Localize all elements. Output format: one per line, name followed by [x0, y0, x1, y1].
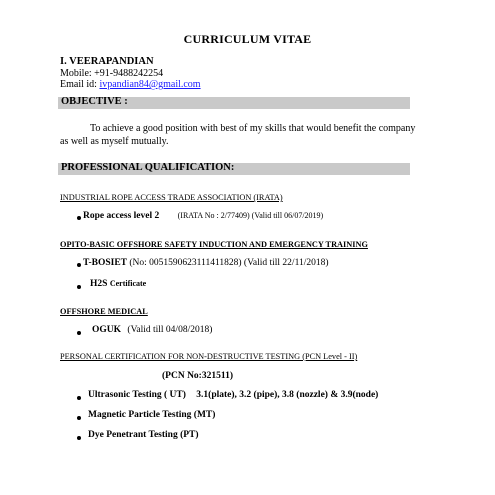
objective-heading-bar [58, 97, 410, 109]
pcn-item-mt: Magnetic Particle Testing (MT) [88, 410, 216, 420]
opito-heading: OPITO-BASIC OFFSHORE SAFETY INDUCTION AND EMERGENCY TRAINING [60, 240, 368, 249]
oguk-detail: (Valid till 04/08/2018) [127, 325, 213, 335]
pcn-heading: PERSONAL CERTIFICATION FOR NON-DESTRUCTIVE TESTING (PCN Level - II) [60, 352, 358, 361]
opito-item-h2s [90, 279, 146, 289]
bosiet-title: T-BOSIET [83, 258, 128, 268]
irata-item [83, 211, 323, 221]
bullet-icon [77, 263, 81, 267]
pcn-number: (PCN No:321511) [162, 371, 233, 381]
email-label: Email id: [60, 79, 97, 90]
professional-heading: PROFESSIONAL QUALIFICATION: [61, 162, 235, 173]
document-title: CURRICULUM VITAE [183, 32, 312, 46]
ut-detail: 3.1(plate), 3.2 (pipe), 3.8 (nozzle) & 3.9(node) [196, 390, 379, 400]
irata-item-title: Rope access level 2 [83, 211, 160, 221]
medical-item [92, 325, 212, 335]
pcn-item-ut [88, 390, 378, 400]
pcn-item-pt: Dye Penetrant Testing (PT) [88, 430, 199, 440]
irata-heading: INDUSTRIAL ROPE ACCESS TRADE ASSOCIATION (IRATA) [60, 193, 283, 202]
irata-item-detail: (IRATA No : 2/77409) (Valid till 06/07/2019) [177, 211, 324, 220]
ut-title: Ultrasonic Testing ( UT) [88, 390, 186, 400]
oguk-title: OGUK [92, 325, 122, 335]
mobile-number: Mobile: +91-9488242254 [60, 68, 164, 79]
professional-heading-bar [58, 163, 410, 175]
objective-heading: OBJECTIVE : [61, 96, 128, 107]
objective-text: To achieve a good position with best of my skills that would benefit the company as well as myself mutually. [60, 123, 416, 147]
applicant-name: I. VEERAPANDIAN [60, 56, 154, 67]
h2s-detail: Certificate [109, 279, 147, 288]
bosiet-detail: (No: 005159062311141182​8) (Valid till 22/11/2018) [129, 258, 329, 268]
h2s-title: H2S [90, 279, 108, 289]
bullet-icon [77, 416, 81, 420]
bullet-icon [77, 285, 81, 289]
bullet-icon [77, 396, 81, 400]
email-link[interactable]: ivpandian84@gmail.com [99, 79, 201, 90]
medical-heading: OFFSHORE MEDICAL [60, 307, 148, 316]
bullet-icon [77, 331, 81, 335]
bullet-icon [77, 436, 81, 440]
bullet-icon [77, 216, 81, 220]
email-line [60, 79, 201, 90]
opito-item-bosiet [83, 258, 329, 268]
